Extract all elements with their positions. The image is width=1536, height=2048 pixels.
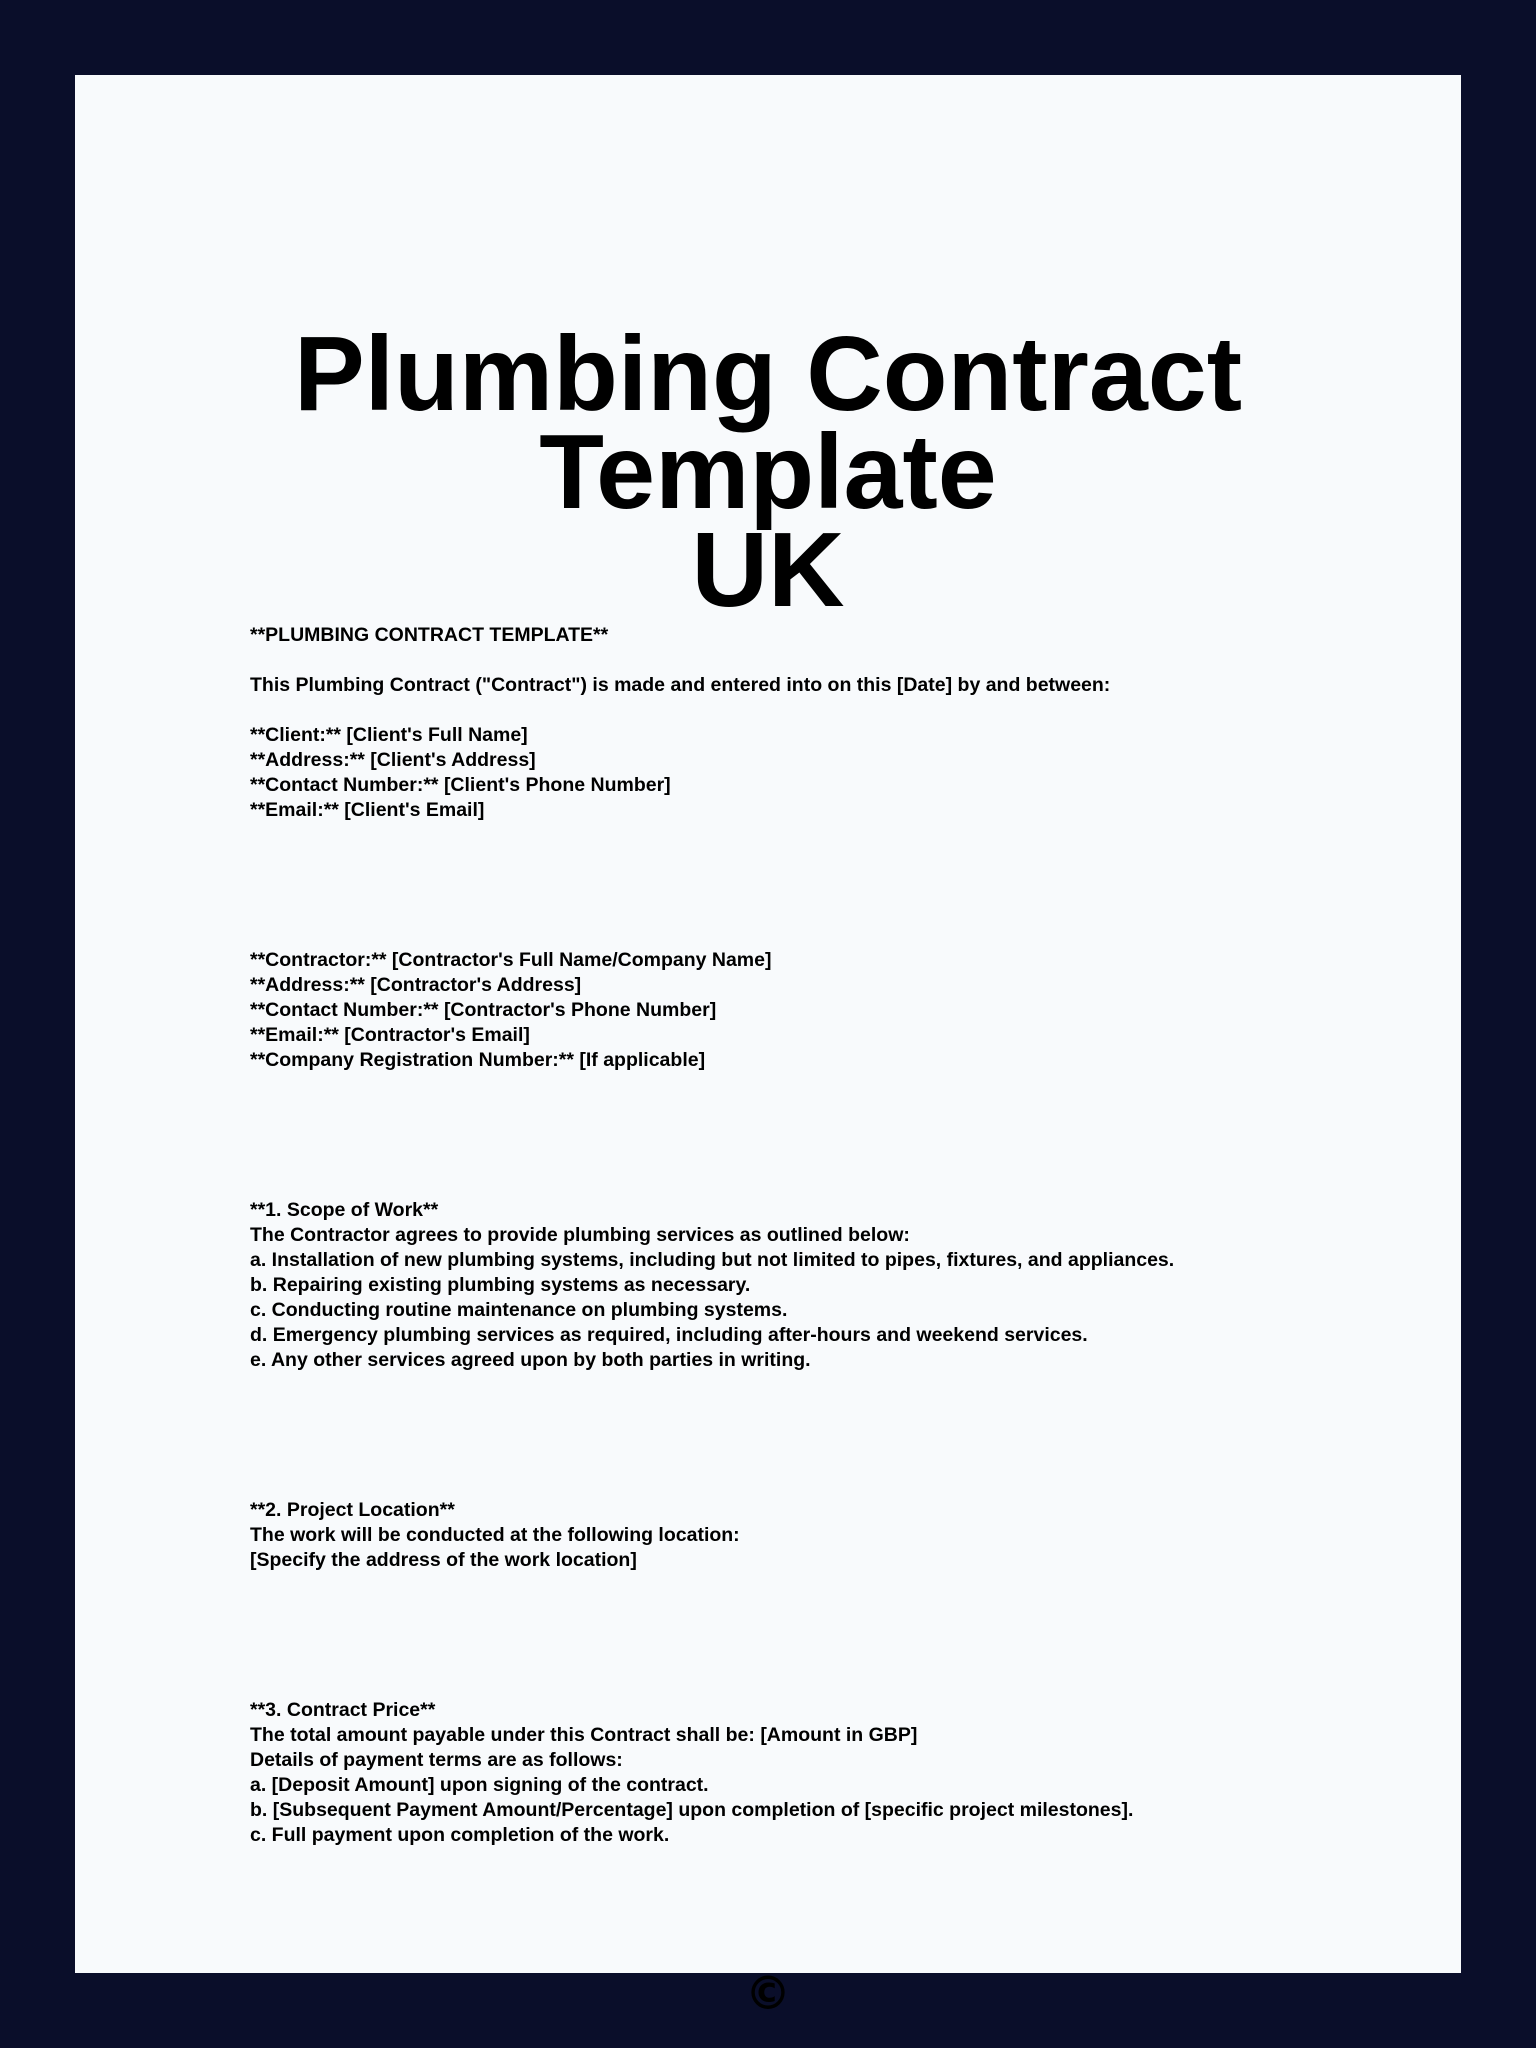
price-term-c: c. Full payment upon completion of the work. xyxy=(250,1824,670,1846)
document-title xyxy=(75,315,1461,629)
spacer xyxy=(250,823,1350,948)
title-line-2: UK xyxy=(691,511,845,629)
spacer xyxy=(250,1073,1350,1198)
scope-intro: The Contractor agrees to provide plumbing services as outlined below: xyxy=(250,1224,910,1246)
spacer xyxy=(250,698,1350,723)
title-line-1: Plumbing Contract Template xyxy=(293,315,1243,531)
spacer xyxy=(250,1373,1350,1498)
scope-item-e: e. Any other services agreed upon by both parties in writing. xyxy=(250,1349,811,1371)
contractor-registration-line: **Company Registration Number:** [If applicable] xyxy=(250,1049,706,1071)
contractor-address-line: **Address:** [Contractor's Address] xyxy=(250,974,582,996)
copyright-icon: © xyxy=(745,1966,791,2020)
location-heading: **2. Project Location** xyxy=(250,1499,455,1521)
client-address-line: **Address:** [Client's Address] xyxy=(250,749,536,771)
scope-item-d: d. Emergency plumbing services as required, including after-hours and weekend services. xyxy=(250,1324,1088,1346)
client-name-line: **Client:** [Client's Full Name] xyxy=(250,724,528,746)
spacer xyxy=(250,648,1350,673)
scope-heading: **1. Scope of Work** xyxy=(250,1199,439,1221)
spacer xyxy=(250,1573,1350,1698)
scope-item-b: b. Repairing existing plumbing systems as necessary. xyxy=(250,1274,751,1296)
scope-item-c: c. Conducting routine maintenance on plumbing systems. xyxy=(250,1299,788,1321)
document-page xyxy=(75,75,1461,2020)
contract-intro: This Plumbing Contract ("Contract") is made and entered into on this [Date] by and between: xyxy=(250,674,1111,696)
contract-body xyxy=(250,623,1350,1848)
client-phone-line: **Contact Number:** [Client's Phone Number] xyxy=(250,774,671,796)
price-total: The total amount payable under this Contract shall be: [Amount in GBP] xyxy=(250,1724,918,1746)
client-email-line: **Email:** [Client's Email] xyxy=(250,799,485,821)
price-term-a: a. [Deposit Amount] upon signing of the contract. xyxy=(250,1774,709,1796)
location-address: [Specify the address of the work location] xyxy=(250,1549,637,1571)
scope-item-a: a. Installation of new plumbing systems, including but not limited to pipes, fixtures, and appliances. xyxy=(250,1249,1175,1271)
location-intro: The work will be conducted at the following location: xyxy=(250,1524,740,1546)
contractor-name-line: **Contractor:** [Contractor's Full Name/Company Name] xyxy=(250,949,772,971)
contractor-email-line: **Email:** [Contractor's Email] xyxy=(250,1024,530,1046)
price-terms-intro: Details of payment terms are as follows: xyxy=(250,1749,623,1771)
contract-heading: **PLUMBING CONTRACT TEMPLATE** xyxy=(250,624,609,646)
price-term-b: b. [Subsequent Payment Amount/Percentage] upon completion of [specific project milestones]. xyxy=(250,1799,1134,1821)
price-heading: **3. Contract Price** xyxy=(250,1699,436,1721)
contractor-phone-line: **Contact Number:** [Contractor's Phone Number] xyxy=(250,999,717,1021)
